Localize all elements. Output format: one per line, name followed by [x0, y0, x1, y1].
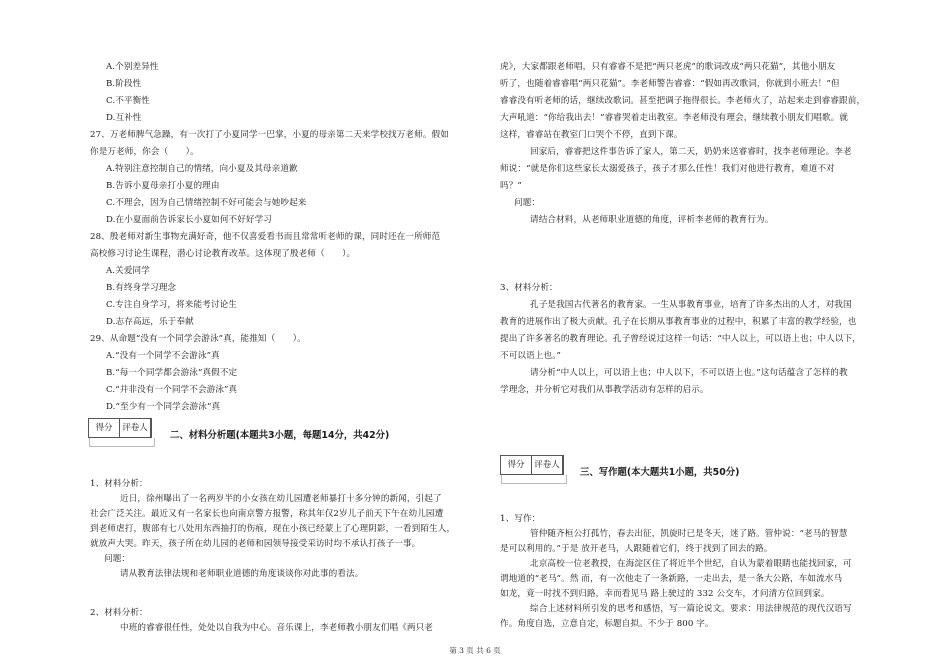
q27-option-c: C.不理会，因为自己情绪控制不好可能会与她吵起来 [106, 198, 307, 208]
q26-option-d: D.互补性 [106, 113, 142, 123]
material-2-heading: 2、材料分析： [90, 608, 148, 618]
material-1-line-4: 就放声大哭。昨天，孩子所在幼儿园的老师和园领导接受采访时均不承认打孩子一事。 [90, 539, 421, 549]
q26-option-c: C.不平衡性 [106, 96, 150, 106]
writing-line-3: 北京高校一位老教授，在海淀区住了将近半个世纪，自认为蒙着眼睛也能找回家，可 [530, 559, 852, 569]
writing-line-4: 谓地道的“老马”。然 而，有一次他走了一条新路，一走出去，是一条大公路，车如流水马 [500, 574, 843, 584]
q26-option-a: A.个别差异性 [106, 62, 159, 72]
q28-option-c: C.专注自身学习，将来能考讨论生 [106, 300, 237, 310]
q27-option-d: D.在小夏面前告诉家长小夏如何不好好学习 [106, 215, 273, 225]
score-box [88, 418, 152, 438]
q27-option-a: A.特别注意控制自己的情绪，向小夏及其母亲道歉 [106, 164, 298, 174]
section-2-title: 二、材料分析题(本题共3小题，每题14分，共42分) [170, 430, 390, 441]
material-2-cont-line-7: 师说：“就是你们这些家长太溺爱孩子，孩子才那么任性！我们对他进行教育，难道不对 [500, 164, 835, 174]
material-1-question-label: 问题： [104, 554, 131, 564]
q28-option-d: D.志存高远，乐于奉献 [106, 317, 194, 327]
q27-option-b: B.告诉小夏母亲打小夏的理由 [106, 181, 220, 191]
material-2-cont-line-1: 虎》，大家都跟老师唱，只有睿睿不是把“两只老虎”的歌词改成“两只花猫”，其他小朋友 [500, 62, 836, 72]
reviewer-label: 评卷人 [120, 419, 151, 437]
writing-heading: 1、写作： [500, 514, 541, 524]
q29-option-d: D.“至少有一个同学会游泳”真 [106, 402, 221, 412]
writing-line-7: 作。角度自选，立意自定，标题自拟。不少于 800 字。 [500, 619, 714, 629]
section-3-title: 三、写作题(本大题共1小题，共50分) [580, 467, 740, 478]
q29-option-b: B.“每一个同学都会游泳”真假不定 [106, 368, 238, 378]
page-footer: 第 3 页 共 6 页 [449, 646, 501, 655]
material-2-question-label: 问题： [514, 198, 541, 208]
q27-stem-line-2: 你是万老师，你会（ ）。 [90, 147, 199, 157]
q28-option-b: B.有终身学习理念 [106, 283, 177, 293]
writing-line-2: 是可以利用的。”于是 放开老马，人跟随着它们，终于找到了回去的路。 [500, 544, 773, 554]
material-1-question: 请从教育法律法规和老师职业道德的角度谈谈你对此事的看法。 [120, 569, 364, 579]
material-2-cont-line-2: 听了，也随着睿睿唱“两只花猫”。李老师警告睿睿：“假如再改歌词，你就到小班去！”但 [500, 79, 840, 89]
writing-line-5: 如龙，竟一时找不到归路，幸而看见马 路上驶过的 332 公交车，才问清方位回到家。 [500, 589, 830, 599]
material-3-line-4: 不可以语上也。” [500, 351, 562, 361]
q27-stem-line-1: 27、万老师脾气急躁，有一次打了小夏同学一巴掌，小夏的母亲第二天来学校找万老师。假如 [90, 130, 449, 140]
material-2-cont-line-8: 吗？” [500, 181, 522, 191]
writing-line-1: 管仲随齐桓公打孤竹，春去出征，凯旋时已是冬天，迷了路。管仲说：“老马的智慧 [530, 529, 848, 539]
score-box-2 [500, 455, 564, 475]
material-2-cont-line-6: 回家后，睿睿把这件事告诉了家人，第二天，奶奶来送睿睿时，找李老师理论。李老 [530, 147, 852, 157]
material-2-cont-line-3: 睿睿没有听老师的话，继续改歌词。甚至把调子拖得很长。李老师火了，站起来走到睿睿跟前， [500, 96, 866, 106]
material-3-line-5: 请分析“中人以上，可以语上也；中人以下，不可以语上也。”这句话蕴含了怎样的教 [530, 368, 848, 378]
material-2-question: 请结合材料，从老师职业道德的角度，评析李老师的教育行为。 [530, 215, 774, 225]
material-1-line-1: 近日，徐州曝出了一名两岁半的小女孩在幼儿园遭老师暴打十多分钟的新闻，引起了 [120, 494, 442, 504]
material-1-line-3: 到老师虐打，腹部有七八处用东西抽打的伤痕，现在小孩已经蒙上了心理阴影，一看到陌生人， [90, 524, 456, 534]
material-3-heading: 3、材料分析： [500, 283, 558, 293]
material-3-line-2: 教育的进展作出了极大贡献。孔子在长期从事教育事业的过程中，积累了丰富的教学经验，也 [500, 317, 857, 327]
material-3-line-6: 学理念，并分析它对我们从事教学活动有怎样的启示。 [500, 385, 709, 395]
q28-stem-line-1: 28、殷老师对新生事物充满好奇，他不仅喜爱看书而且常常听老师的课，同时还在一所师范 [90, 232, 441, 242]
material-2-cont-line-4: 大声吼道：“你给我出去！”睿睿哭着走出教室。李老师没有理会，继续教小朋友们唱歌。就 [500, 113, 849, 123]
q29-option-a: A.“没有一个同学不会游泳”真 [106, 351, 220, 361]
material-3-line-1: 孔子是我国古代著名的教育家。一生从事教育事业，培育了许多杰出的人才，对我国 [530, 300, 852, 310]
material-1-heading: 1、材料分析： [90, 479, 148, 489]
q29-stem: 29、从命题“没有一个同学会游泳”真，能推知（ ）。 [90, 334, 306, 344]
writing-line-6: 综合上述材料所引发的思考和感悟，写一篇论说文。要求：用法律规范的现代汉语写 [530, 604, 852, 614]
q29-option-c: C.“并非没有一个同学不会游泳”真 [106, 385, 238, 395]
score-label-2: 得分 [501, 456, 532, 474]
material-3-line-3: 提出了许多著名的教育理论。孔子曾经说过这样一句话：“中人以上，可以语上也；中人以下， [500, 334, 861, 344]
score-box-2-blank [501, 475, 567, 484]
score-box-blank [89, 438, 155, 447]
score-label: 得分 [89, 419, 120, 437]
material-2-cont-line-5: 这样，睿睿站在教室门口哭个不停，直到下课。 [500, 130, 683, 140]
q28-stem-line-2: 高校修习讨论生课程，潜心讨论教育改革。这体现了殷老师（ ）。 [90, 249, 356, 259]
q28-option-a: A.关爱同学 [106, 266, 150, 276]
material-2-line-1: 中班的睿睿很任性，处处以自我为中心。音乐课上，李老师教小朋友们唱《两只老 [120, 623, 433, 633]
q26-option-b: B.阶段性 [106, 79, 142, 89]
reviewer-label-2: 评卷人 [532, 456, 563, 474]
material-1-line-2: 社会广泛关注。最近又有一名家长也向南京警方报警，称其年仅2岁儿子前天下午在幼儿园遭 [90, 509, 444, 519]
